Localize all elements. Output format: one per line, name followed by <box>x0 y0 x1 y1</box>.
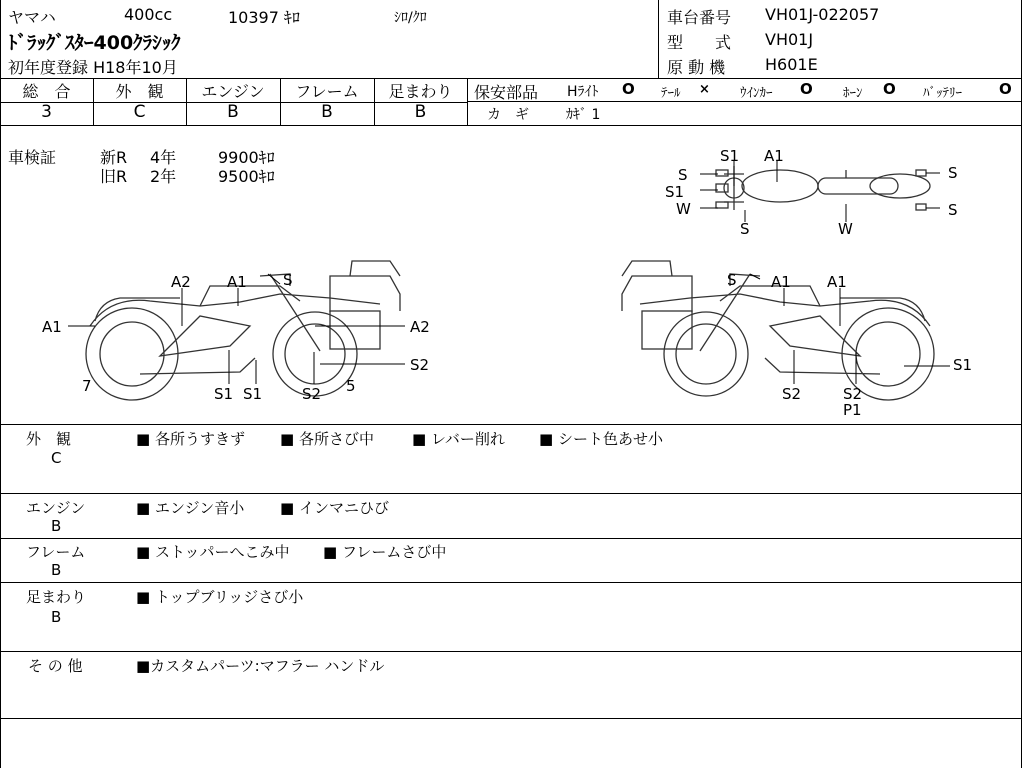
left-mark-s2: S2 <box>302 385 322 403</box>
top-mark-s-left: S <box>678 166 688 184</box>
grade-col-5 <box>467 78 468 126</box>
detail-engine-item-1: ■ エンジン音小 <box>136 499 245 517</box>
right-mark-a1-a: A1 <box>771 273 791 291</box>
detail-suspension-title: 足まわり <box>26 588 87 606</box>
detail-exterior-grade: C <box>51 449 62 467</box>
maker: ヤマハ <box>8 8 56 27</box>
displacement: 400cc <box>124 5 173 24</box>
detail-frame-item-1: ■ ストッパーへこみ中 <box>136 543 290 561</box>
left-mark-s1-b: S1 <box>243 385 263 403</box>
model-name: ﾄﾞﾗｯｸﾞｽﾀｰ400ｸﾗｼｯｸ <box>8 32 181 54</box>
left-mark-s: S <box>283 271 293 289</box>
winker-label: ｳｲﾝｶｰ <box>740 86 773 101</box>
cert-old-years: 2年 <box>150 167 177 186</box>
top-mark-w-left: W <box>676 200 691 218</box>
safety-divider <box>468 101 1022 102</box>
detail-exterior-item-1: ■ 各所うすきず <box>136 430 245 448</box>
type-value: VH01J <box>765 30 814 49</box>
detail-divider-4 <box>0 651 1022 652</box>
suspension-value: B <box>414 102 427 122</box>
left-mark-7: 7 <box>82 377 92 395</box>
cert-old-label: 旧R <box>100 167 128 186</box>
left-mark-s2-rear: S2 <box>410 356 430 374</box>
top-mark-s1-left: S1 <box>665 183 685 201</box>
left-mark-a1-front: A1 <box>42 318 62 336</box>
taillight-mark: × <box>699 82 710 97</box>
motorcycle-diagrams <box>0 126 1024 426</box>
frame-no-value: VH01J-022057 <box>765 5 880 24</box>
type-label: 型 式 <box>667 33 732 52</box>
cert-new-label: 新R <box>100 148 128 167</box>
top-mark-s-right-top: S <box>948 164 958 182</box>
key-value: ｶｷﾞ 1 <box>566 107 601 123</box>
headlight-label: Hﾗｲﾄ <box>567 84 599 100</box>
top-mark-s-bottom: S <box>740 220 750 238</box>
detail-exterior-item-2: ■ 各所さび中 <box>280 430 374 448</box>
engine-value: B <box>227 102 239 122</box>
engine-code-label: 原 動 機 <box>667 58 726 77</box>
left-mark-a2: A2 <box>171 273 191 291</box>
taillight-label: ﾃｰﾙ <box>661 86 681 101</box>
detail-exterior-title: 外 観 <box>26 430 72 448</box>
safety-label: 保安部品 <box>474 83 539 102</box>
key-label: カ ギ <box>487 107 529 123</box>
overall-value: 3 <box>41 102 52 122</box>
cert-old-price: 9500ｷﾛ <box>218 167 275 186</box>
frame-label: フレーム <box>295 82 359 101</box>
battery-mark: O <box>999 80 1012 98</box>
suspension-label: 足まわり <box>388 82 453 101</box>
exterior-label: 外 観 <box>115 82 164 101</box>
top-mark-w-bottom: W <box>838 220 853 238</box>
cert-new-years: 4年 <box>150 148 177 167</box>
left-mark-a1: A1 <box>227 273 247 291</box>
detail-other-title: そ の 他 <box>28 657 83 675</box>
headlight-mark: O <box>622 80 635 98</box>
right-mark-s1: S1 <box>953 356 973 374</box>
engine-code-value: H601E <box>765 55 818 74</box>
top-view-bike <box>716 166 930 210</box>
detail-divider-1 <box>0 493 1022 494</box>
detail-exterior-item-4: ■ シート色あせ小 <box>539 430 663 448</box>
overall-label: 総 合 <box>22 82 71 101</box>
right-mark-s2-a: S2 <box>782 385 802 403</box>
top-mark-s-right-bottom: S <box>948 201 958 219</box>
left-mark-s1-a: S1 <box>214 385 234 403</box>
right-mark-p1: P1 <box>843 401 862 419</box>
detail-suspension-item-1: ■ トップブリッジさび小 <box>136 588 304 606</box>
detail-engine-title: エンジン <box>26 499 86 517</box>
detail-frame-grade: B <box>51 561 62 579</box>
top-mark-s1: S1 <box>720 147 740 165</box>
frame-value: B <box>321 102 333 122</box>
body-color: ｼﾛ/ｸﾛ <box>394 10 427 26</box>
left-mark-a2-rear: A2 <box>410 318 430 336</box>
left-mark-5: 5 <box>346 377 356 395</box>
detail-frame-title: フレーム <box>26 543 86 561</box>
detail-other-item-1: ■カスタムパーツ:マフラー ハンドル <box>136 657 385 675</box>
right-mark-a1-b: A1 <box>827 273 847 291</box>
detail-suspension-grade: B <box>51 608 62 626</box>
right-mark-s: S <box>727 271 737 289</box>
detail-divider-3 <box>0 582 1022 583</box>
engine-label: エンジン <box>201 82 265 101</box>
cert-label: 車検証 <box>8 148 57 167</box>
detail-divider-2 <box>0 538 1022 539</box>
detail-engine-grade: B <box>51 517 62 535</box>
right-mark-s2-b: S2 <box>843 385 863 403</box>
horn-label: ﾎｰﾝ <box>843 86 863 101</box>
top-mark-a1: A1 <box>764 147 784 165</box>
header-divider <box>658 0 659 79</box>
detail-exterior-item-3: ■ レバー削れ <box>412 430 505 448</box>
exterior-value: C <box>133 102 146 122</box>
winker-mark: O <box>800 80 813 98</box>
detail-frame-item-2: ■ フレームさび中 <box>323 543 447 561</box>
mileage: 10397 ｷﾛ <box>228 8 300 27</box>
cert-new-price: 9900ｷﾛ <box>218 148 275 167</box>
frame-no-label: 車台番号 <box>667 8 732 27</box>
detail-divider-5 <box>0 718 1022 719</box>
battery-label: ﾊﾞｯﾃﾘｰ <box>923 86 962 101</box>
detail-engine-item-2: ■ インマニひび <box>280 499 389 517</box>
horn-mark: O <box>883 80 896 98</box>
first-registration: 初年度登録 H18年10月 <box>8 58 178 77</box>
